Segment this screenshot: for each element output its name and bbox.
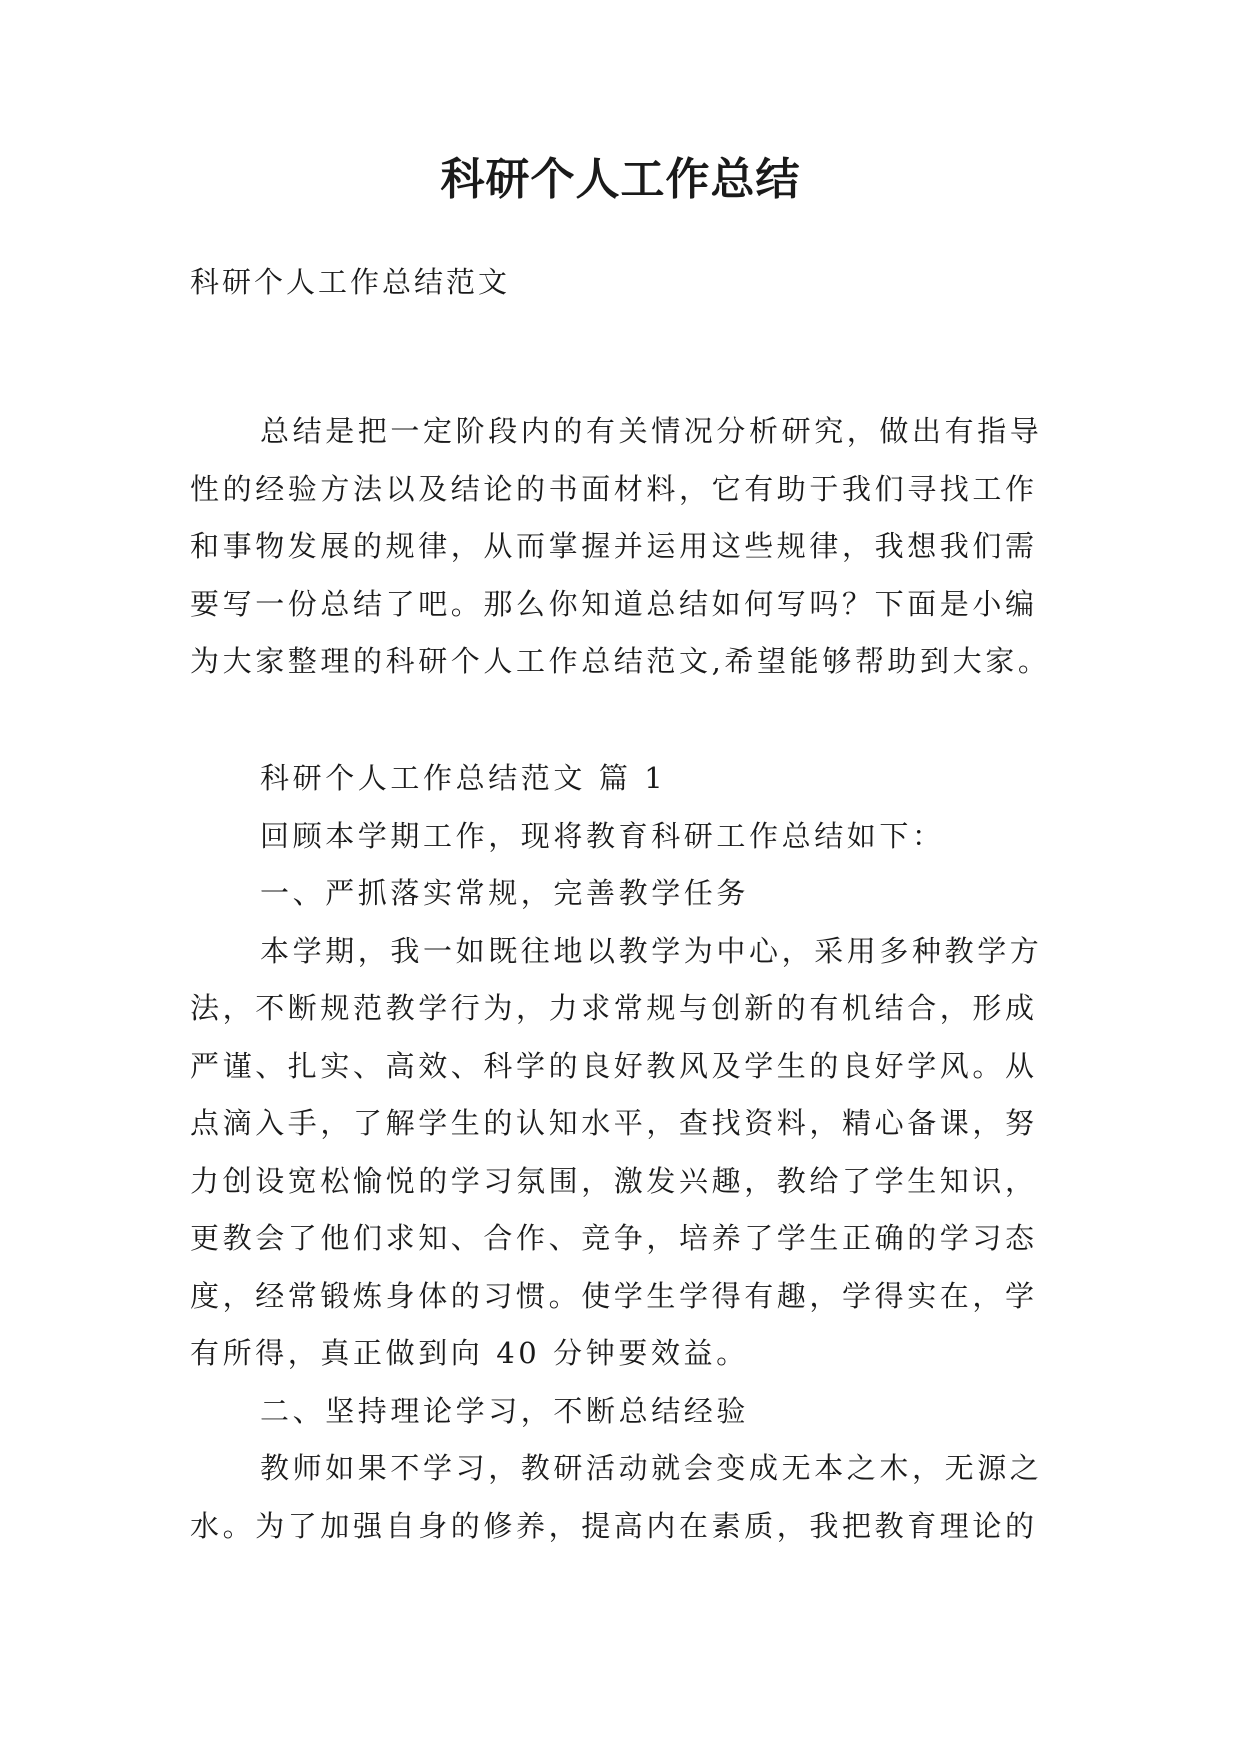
intro-line: 和事物发展的规律，从而掌握并运用这些规律，我想我们需 [190,529,1038,563]
body-line: 本学期，我一如既往地以教学为中心，采用多种教学方 [260,933,1043,968]
body-section [190,750,1065,1555]
body-line: 教师如果不学习，教研活动就会变成无本之木，无源之 [260,1451,1043,1485]
body-line: 回顾本学期工作，现将教育科研工作总结如下： [260,818,945,853]
section-heading: 科研个人工作总结范文 篇 1 [260,761,667,795]
body-line: 有所得，真正做到向 40 分钟要效益。 [190,1336,749,1370]
body-line: 度，经常锻炼身体的习惯。使学生学得有趣，学得实在，学 [190,1278,1038,1313]
intro-line: 性的经验方法以及结论的书面材料，它有助于我们寻找工作 [190,471,1038,506]
intro-paragraph [190,403,1065,691]
body-line: 严谨、扎实、高效、科学的良好教风及学生的良好学风。从 [190,1048,1038,1083]
body-line: 水。为了加强自身的修养，提高内在素质，我把教育理论的 [190,1508,1038,1543]
subsection-heading: 二、坚持理论学习，不断总结经验 [260,1393,750,1428]
intro-line: 要写一份总结了吧。那么你知道总结如何写吗？下面是小编 [190,586,1038,621]
intro-line: 总结是把一定阶段内的有关情况分析研究，做出有指导 [260,414,1043,448]
intro-line: 为大家整理的科研个人工作总结范文,希望能够帮助到大家。 [190,644,1051,678]
body-line: 点滴入手，了解学生的认知水平，查找资料，精心备课，努 [190,1106,1038,1140]
document-title: 科研个人工作总结 [440,154,801,205]
body-line: 力创设宽松愉悦的学习氛围，激发兴趣，教给了学生知识， [190,1163,1038,1198]
body-line: 更教会了他们求知、合作、竞争，培养了学生正确的学习态 [190,1221,1038,1255]
document-subtitle: 科研个人工作总结范文 [190,265,511,299]
subsection-heading: 一、严抓落实常规，完善教学任务 [260,876,750,910]
body-line: 法，不断规范教学行为，力求常规与创新的有机结合，形成 [190,991,1038,1025]
